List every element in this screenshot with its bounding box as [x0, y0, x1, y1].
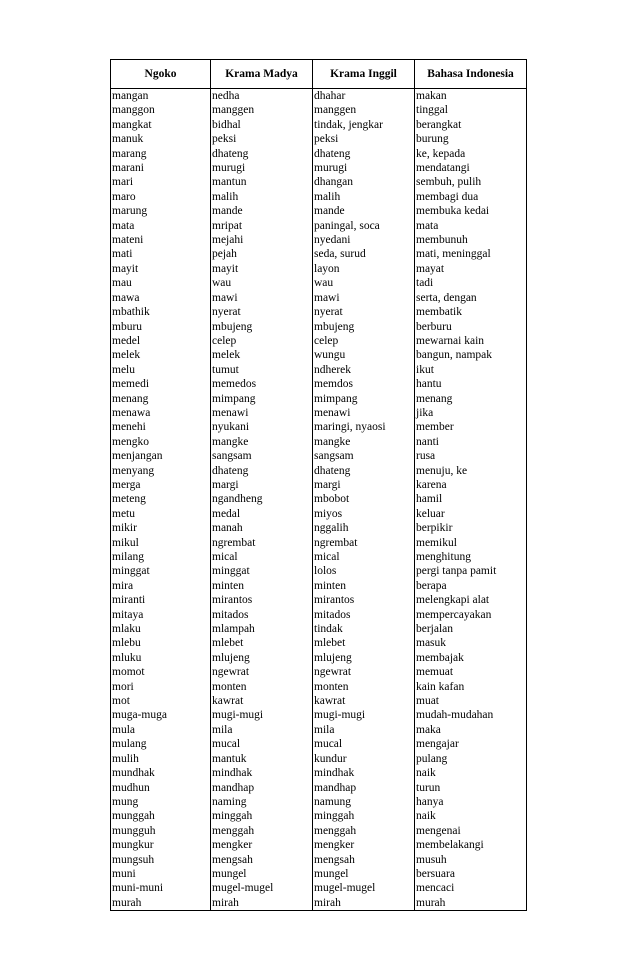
table-row: [111, 161, 527, 175]
krama-madya-cell: mlebet: [211, 636, 313, 650]
table-row: [111, 636, 527, 650]
ngoko-cell: muga-muga: [111, 708, 211, 722]
krama-inggil-cell: mimpang: [313, 392, 415, 406]
krama-inggil-cell: dhahar: [313, 89, 415, 104]
krama-inggil-cell: mugi-mugi: [313, 708, 415, 722]
krama-inggil-cell: maringi, nyaosi: [313, 420, 415, 434]
table-row: [111, 752, 527, 766]
krama-madya-cell: ngewrat: [211, 665, 313, 679]
table-row: [111, 795, 527, 809]
krama-inggil-cell: mugel-mugel: [313, 881, 415, 895]
bahasa-indonesia-cell: serta, dengan: [415, 291, 527, 305]
bahasa-indonesia-cell: ikut: [415, 363, 527, 377]
bahasa-indonesia-cell: membajak: [415, 651, 527, 665]
krama-madya-cell: celep: [211, 334, 313, 348]
krama-inggil-cell: mangke: [313, 435, 415, 449]
table-row: [111, 262, 527, 276]
krama-madya-cell: mila: [211, 723, 313, 737]
bahasa-indonesia-cell: bersuara: [415, 867, 527, 881]
krama-madya-cell: murugi: [211, 161, 313, 175]
krama-madya-cell: minggah: [211, 809, 313, 823]
krama-madya-cell: monten: [211, 680, 313, 694]
bahasa-indonesia-cell: membelakangi: [415, 838, 527, 852]
krama-inggil-cell: dhateng: [313, 464, 415, 478]
krama-madya-cell: menawi: [211, 406, 313, 420]
table-row: [111, 896, 527, 911]
ngoko-cell: murah: [111, 896, 211, 911]
table-row: [111, 420, 527, 434]
bahasa-indonesia-cell: berjalan: [415, 622, 527, 636]
table-row: [111, 348, 527, 362]
krama-inggil-cell: mengsah: [313, 853, 415, 867]
krama-inggil-cell: ngewrat: [313, 665, 415, 679]
ngoko-cell: mungguh: [111, 824, 211, 838]
vocabulary-table: [110, 59, 527, 911]
bahasa-indonesia-cell: mencaci: [415, 881, 527, 895]
ngoko-cell: mangan: [111, 89, 211, 104]
ngoko-cell: mangkat: [111, 118, 211, 132]
table-row: [111, 449, 527, 463]
krama-inggil-cell: margi: [313, 478, 415, 492]
ngoko-cell: melu: [111, 363, 211, 377]
header-krama-inggil: Krama Inggil: [313, 60, 415, 89]
bahasa-indonesia-cell: hantu: [415, 377, 527, 391]
table-row: [111, 708, 527, 722]
krama-inggil-cell: menawi: [313, 406, 415, 420]
bahasa-indonesia-cell: hanya: [415, 795, 527, 809]
table-row: [111, 464, 527, 478]
bahasa-indonesia-cell: mengajar: [415, 737, 527, 751]
krama-inggil-cell: namung: [313, 795, 415, 809]
table-row: [111, 651, 527, 665]
table-row: [111, 867, 527, 881]
krama-inggil-cell: mucal: [313, 737, 415, 751]
ngoko-cell: merga: [111, 478, 211, 492]
ngoko-cell: mot: [111, 694, 211, 708]
ngoko-cell: mikul: [111, 536, 211, 550]
krama-inggil-cell: minggah: [313, 809, 415, 823]
bahasa-indonesia-cell: murah: [415, 896, 527, 911]
bahasa-indonesia-cell: jika: [415, 406, 527, 420]
krama-inggil-cell: dhateng: [313, 147, 415, 161]
ngoko-cell: minggat: [111, 564, 211, 578]
krama-inggil-cell: tindak: [313, 622, 415, 636]
krama-inggil-cell: wau: [313, 276, 415, 290]
krama-madya-cell: mical: [211, 550, 313, 564]
ngoko-cell: mburu: [111, 320, 211, 334]
bahasa-indonesia-cell: muat: [415, 694, 527, 708]
krama-madya-cell: mirah: [211, 896, 313, 911]
ngoko-cell: mbathik: [111, 305, 211, 319]
krama-inggil-cell: sangsam: [313, 449, 415, 463]
table-row: [111, 838, 527, 852]
krama-inggil-cell: mindhak: [313, 766, 415, 780]
bahasa-indonesia-cell: berburu: [415, 320, 527, 334]
bahasa-indonesia-cell: mati, meninggal: [415, 247, 527, 261]
ngoko-cell: mati: [111, 247, 211, 261]
bahasa-indonesia-cell: mayat: [415, 262, 527, 276]
bahasa-indonesia-cell: tinggal: [415, 103, 527, 117]
krama-inggil-cell: minten: [313, 579, 415, 593]
krama-madya-cell: mawi: [211, 291, 313, 305]
ngoko-cell: medel: [111, 334, 211, 348]
krama-inggil-cell: mitados: [313, 608, 415, 622]
krama-inggil-cell: monten: [313, 680, 415, 694]
table-row: [111, 809, 527, 823]
krama-inggil-cell: mengker: [313, 838, 415, 852]
bahasa-indonesia-cell: memikul: [415, 536, 527, 550]
bahasa-indonesia-cell: membatik: [415, 305, 527, 319]
ngoko-cell: melek: [111, 348, 211, 362]
krama-madya-cell: ngrembat: [211, 536, 313, 550]
ngoko-cell: mung: [111, 795, 211, 809]
krama-inggil-cell: layon: [313, 262, 415, 276]
bahasa-indonesia-cell: masuk: [415, 636, 527, 650]
ngoko-cell: muni: [111, 867, 211, 881]
krama-inggil-cell: mandhap: [313, 781, 415, 795]
bahasa-indonesia-cell: turun: [415, 781, 527, 795]
header-row: [111, 60, 527, 89]
table-row: [111, 564, 527, 578]
ngoko-cell: mau: [111, 276, 211, 290]
krama-madya-cell: mengsah: [211, 853, 313, 867]
table-row: [111, 219, 527, 233]
bahasa-indonesia-cell: mengenai: [415, 824, 527, 838]
bahasa-indonesia-cell: pulang: [415, 752, 527, 766]
krama-madya-cell: mripat: [211, 219, 313, 233]
krama-madya-cell: tumut: [211, 363, 313, 377]
ngoko-cell: mundhak: [111, 766, 211, 780]
ngoko-cell: mungsuh: [111, 853, 211, 867]
krama-inggil-cell: manggen: [313, 103, 415, 117]
table-row: [111, 853, 527, 867]
krama-madya-cell: mantuk: [211, 752, 313, 766]
bahasa-indonesia-cell: tadi: [415, 276, 527, 290]
krama-inggil-cell: mande: [313, 204, 415, 218]
header-bahasa-indonesia: Bahasa Indonesia: [415, 60, 527, 89]
krama-madya-cell: dhateng: [211, 464, 313, 478]
bahasa-indonesia-cell: maka: [415, 723, 527, 737]
table-row: [111, 723, 527, 737]
table-row: [111, 103, 527, 117]
krama-madya-cell: mitados: [211, 608, 313, 622]
bahasa-indonesia-cell: mewarnai kain: [415, 334, 527, 348]
vocabulary-sheet: [110, 59, 526, 911]
table-row: [111, 118, 527, 132]
ngoko-cell: metu: [111, 507, 211, 521]
table-row: [111, 492, 527, 506]
krama-inggil-cell: dhangan: [313, 175, 415, 189]
ngoko-cell: mitaya: [111, 608, 211, 622]
bahasa-indonesia-cell: berangkat: [415, 118, 527, 132]
bahasa-indonesia-cell: pergi tanpa pamit: [415, 564, 527, 578]
table-row: [111, 147, 527, 161]
krama-inggil-cell: mbobot: [313, 492, 415, 506]
krama-madya-cell: kawrat: [211, 694, 313, 708]
krama-inggil-cell: mawi: [313, 291, 415, 305]
table-row: [111, 233, 527, 247]
krama-inggil-cell: nyedani: [313, 233, 415, 247]
table-row: [111, 406, 527, 420]
table-row: [111, 694, 527, 708]
table-row: [111, 665, 527, 679]
ngoko-cell: mulang: [111, 737, 211, 751]
table-row: [111, 881, 527, 895]
ngoko-cell: menawa: [111, 406, 211, 420]
table-row: [111, 132, 527, 146]
krama-madya-cell: medal: [211, 507, 313, 521]
ngoko-cell: mateni: [111, 233, 211, 247]
ngoko-cell: mulih: [111, 752, 211, 766]
krama-inggil-cell: peksi: [313, 132, 415, 146]
krama-inggil-cell: seda, surud: [313, 247, 415, 261]
ngoko-cell: momot: [111, 665, 211, 679]
ngoko-cell: mawa: [111, 291, 211, 305]
krama-madya-cell: mangke: [211, 435, 313, 449]
bahasa-indonesia-cell: menghitung: [415, 550, 527, 564]
krama-inggil-cell: mlebet: [313, 636, 415, 650]
ngoko-cell: memedi: [111, 377, 211, 391]
krama-inggil-cell: mlujeng: [313, 651, 415, 665]
bahasa-indonesia-cell: berapa: [415, 579, 527, 593]
table-row: [111, 507, 527, 521]
krama-madya-cell: bidhal: [211, 118, 313, 132]
ngoko-cell: marani: [111, 161, 211, 175]
krama-madya-cell: mayit: [211, 262, 313, 276]
bahasa-indonesia-cell: makan: [415, 89, 527, 104]
ngoko-cell: mira: [111, 579, 211, 593]
krama-madya-cell: mantun: [211, 175, 313, 189]
krama-madya-cell: mande: [211, 204, 313, 218]
ngoko-cell: mari: [111, 175, 211, 189]
bahasa-indonesia-cell: hamil: [415, 492, 527, 506]
ngoko-cell: mata: [111, 219, 211, 233]
table-row: [111, 204, 527, 218]
krama-madya-cell: pejah: [211, 247, 313, 261]
bahasa-indonesia-cell: menang: [415, 392, 527, 406]
ngoko-cell: menjangan: [111, 449, 211, 463]
bahasa-indonesia-cell: musuh: [415, 853, 527, 867]
ngoko-cell: meteng: [111, 492, 211, 506]
ngoko-cell: mula: [111, 723, 211, 737]
bahasa-indonesia-cell: membagi dua: [415, 190, 527, 204]
ngoko-cell: munggah: [111, 809, 211, 823]
table-row: [111, 824, 527, 838]
krama-inggil-cell: wungu: [313, 348, 415, 362]
krama-inggil-cell: nggalih: [313, 521, 415, 535]
table-row: [111, 781, 527, 795]
ngoko-cell: mori: [111, 680, 211, 694]
bahasa-indonesia-cell: ke, kepada: [415, 147, 527, 161]
krama-madya-cell: mlampah: [211, 622, 313, 636]
table-row: [111, 190, 527, 204]
bahasa-indonesia-cell: karena: [415, 478, 527, 492]
header-krama-madya: Krama Madya: [211, 60, 313, 89]
krama-madya-cell: nyukani: [211, 420, 313, 434]
bahasa-indonesia-cell: sembuh, pulih: [415, 175, 527, 189]
ngoko-cell: mluku: [111, 651, 211, 665]
krama-inggil-cell: mila: [313, 723, 415, 737]
bahasa-indonesia-cell: mempercayakan: [415, 608, 527, 622]
bahasa-indonesia-cell: naik: [415, 766, 527, 780]
bahasa-indonesia-cell: member: [415, 420, 527, 434]
krama-madya-cell: nyerat: [211, 305, 313, 319]
krama-madya-cell: mungel: [211, 867, 313, 881]
table-row: [111, 550, 527, 564]
krama-madya-cell: minten: [211, 579, 313, 593]
krama-inggil-cell: kundur: [313, 752, 415, 766]
bahasa-indonesia-cell: menuju, ke: [415, 464, 527, 478]
krama-inggil-cell: tindak, jengkar: [313, 118, 415, 132]
krama-inggil-cell: nyerat: [313, 305, 415, 319]
ngoko-cell: menang: [111, 392, 211, 406]
krama-inggil-cell: kawrat: [313, 694, 415, 708]
krama-madya-cell: mejahi: [211, 233, 313, 247]
krama-madya-cell: mbujeng: [211, 320, 313, 334]
table-row: [111, 536, 527, 550]
krama-madya-cell: mlujeng: [211, 651, 313, 665]
ngoko-cell: milang: [111, 550, 211, 564]
krama-madya-cell: malih: [211, 190, 313, 204]
bahasa-indonesia-cell: membuka kedai: [415, 204, 527, 218]
table-row: [111, 579, 527, 593]
bahasa-indonesia-cell: keluar: [415, 507, 527, 521]
krama-madya-cell: melek: [211, 348, 313, 362]
bahasa-indonesia-cell: memuat: [415, 665, 527, 679]
krama-madya-cell: mugel-mugel: [211, 881, 313, 895]
krama-madya-cell: mugi-mugi: [211, 708, 313, 722]
bahasa-indonesia-cell: melengkapi alat: [415, 593, 527, 607]
krama-madya-cell: wau: [211, 276, 313, 290]
ngoko-cell: miranti: [111, 593, 211, 607]
krama-inggil-cell: ndherek: [313, 363, 415, 377]
krama-madya-cell: dhateng: [211, 147, 313, 161]
bahasa-indonesia-cell: membunuh: [415, 233, 527, 247]
table-row: [111, 89, 527, 104]
header-ngoko: Ngoko: [111, 60, 211, 89]
table-body: [111, 89, 527, 911]
table-row: [111, 247, 527, 261]
table-row: [111, 175, 527, 189]
table-row: [111, 766, 527, 780]
krama-inggil-cell: celep: [313, 334, 415, 348]
ngoko-cell: menehi: [111, 420, 211, 434]
krama-madya-cell: margi: [211, 478, 313, 492]
table-row: [111, 392, 527, 406]
krama-inggil-cell: memdos: [313, 377, 415, 391]
table-header: [111, 60, 527, 89]
krama-madya-cell: mandhap: [211, 781, 313, 795]
krama-inggil-cell: mbujeng: [313, 320, 415, 334]
krama-madya-cell: memedos: [211, 377, 313, 391]
krama-inggil-cell: murugi: [313, 161, 415, 175]
table-row: [111, 478, 527, 492]
ngoko-cell: marang: [111, 147, 211, 161]
bahasa-indonesia-cell: mata: [415, 219, 527, 233]
table-row: [111, 334, 527, 348]
ngoko-cell: mlaku: [111, 622, 211, 636]
krama-madya-cell: sangsam: [211, 449, 313, 463]
ngoko-cell: maro: [111, 190, 211, 204]
krama-inggil-cell: mirah: [313, 896, 415, 911]
krama-inggil-cell: malih: [313, 190, 415, 204]
krama-inggil-cell: menggah: [313, 824, 415, 838]
ngoko-cell: manuk: [111, 132, 211, 146]
ngoko-cell: manggon: [111, 103, 211, 117]
table-row: [111, 305, 527, 319]
table-row: [111, 593, 527, 607]
krama-madya-cell: mucal: [211, 737, 313, 751]
table-row: [111, 622, 527, 636]
ngoko-cell: menyang: [111, 464, 211, 478]
bahasa-indonesia-cell: mendatangi: [415, 161, 527, 175]
table-row: [111, 435, 527, 449]
ngoko-cell: muni-muni: [111, 881, 211, 895]
table-row: [111, 737, 527, 751]
krama-madya-cell: manggen: [211, 103, 313, 117]
ngoko-cell: mlebu: [111, 636, 211, 650]
krama-inggil-cell: lolos: [313, 564, 415, 578]
bahasa-indonesia-cell: burung: [415, 132, 527, 146]
krama-madya-cell: manah: [211, 521, 313, 535]
table-row: [111, 377, 527, 391]
table-row: [111, 291, 527, 305]
bahasa-indonesia-cell: nanti: [415, 435, 527, 449]
bahasa-indonesia-cell: naik: [415, 809, 527, 823]
table-row: [111, 608, 527, 622]
ngoko-cell: mengko: [111, 435, 211, 449]
krama-inggil-cell: ngrembat: [313, 536, 415, 550]
table-row: [111, 276, 527, 290]
ngoko-cell: mudhun: [111, 781, 211, 795]
krama-madya-cell: mindhak: [211, 766, 313, 780]
krama-madya-cell: ngandheng: [211, 492, 313, 506]
krama-madya-cell: mengker: [211, 838, 313, 852]
krama-inggil-cell: mical: [313, 550, 415, 564]
krama-inggil-cell: paningal, soca: [313, 219, 415, 233]
krama-madya-cell: naming: [211, 795, 313, 809]
krama-madya-cell: minggat: [211, 564, 313, 578]
krama-inggil-cell: miyos: [313, 507, 415, 521]
krama-inggil-cell: mirantos: [313, 593, 415, 607]
table-row: [111, 680, 527, 694]
ngoko-cell: mungkur: [111, 838, 211, 852]
table-row: [111, 363, 527, 377]
ngoko-cell: mayit: [111, 262, 211, 276]
table-row: [111, 521, 527, 535]
bahasa-indonesia-cell: berpikir: [415, 521, 527, 535]
ngoko-cell: marung: [111, 204, 211, 218]
krama-madya-cell: menggah: [211, 824, 313, 838]
bahasa-indonesia-cell: bangun, nampak: [415, 348, 527, 362]
bahasa-indonesia-cell: kain kafan: [415, 680, 527, 694]
table-row: [111, 320, 527, 334]
bahasa-indonesia-cell: mudah-mudahan: [415, 708, 527, 722]
bahasa-indonesia-cell: rusa: [415, 449, 527, 463]
krama-inggil-cell: mungel: [313, 867, 415, 881]
krama-madya-cell: peksi: [211, 132, 313, 146]
krama-madya-cell: mimpang: [211, 392, 313, 406]
krama-madya-cell: nedha: [211, 89, 313, 104]
krama-madya-cell: mirantos: [211, 593, 313, 607]
ngoko-cell: mikir: [111, 521, 211, 535]
